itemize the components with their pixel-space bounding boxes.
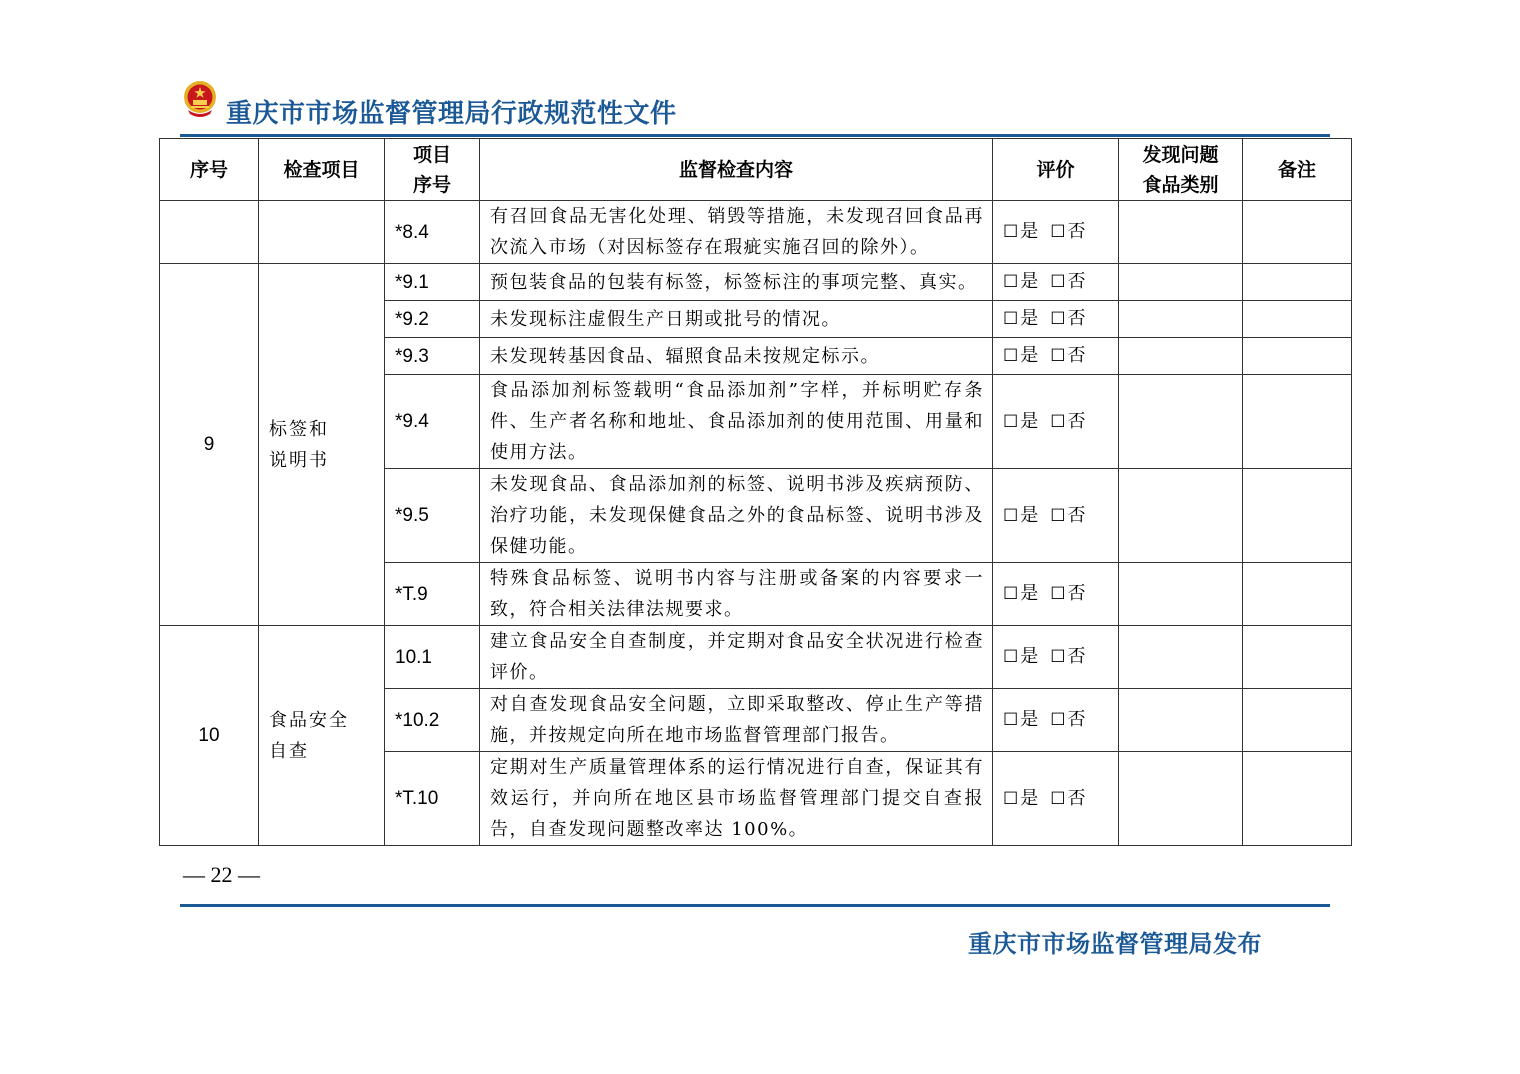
item-code-cell: *9.3 (385, 338, 480, 375)
yes-label: 是 (1020, 271, 1039, 292)
remark-cell[interactable] (1243, 689, 1352, 752)
column-header-issue-line1: 发现问题 (1142, 143, 1219, 166)
group-number-cell: 10 (160, 626, 259, 846)
yes-label: 是 (1020, 709, 1039, 730)
column-header-remark: 备注 (1243, 139, 1352, 201)
yes-checkbox-icon[interactable]: ☐ (1003, 584, 1019, 604)
no-label: 否 (1067, 271, 1086, 292)
column-header-code (385, 139, 480, 201)
remark-cell[interactable] (1243, 264, 1352, 301)
yes-label: 是 (1020, 308, 1039, 329)
table-row (160, 201, 1352, 264)
yes-checkbox-icon[interactable]: ☐ (1003, 272, 1019, 292)
footer-divider (180, 904, 1330, 907)
no-checkbox-icon[interactable]: ☐ (1050, 788, 1066, 809)
table-header-row (160, 139, 1352, 201)
group-item-cell (259, 201, 385, 264)
issue-category-cell[interactable] (1119, 338, 1243, 375)
table-row (160, 264, 1352, 301)
column-header-no: 序号 (160, 139, 259, 201)
no-label: 否 (1067, 410, 1086, 432)
no-checkbox-icon[interactable]: ☐ (1050, 272, 1066, 292)
publisher-label: 重庆市市场监督管理局发布 (968, 930, 1262, 958)
remark-cell[interactable] (1243, 563, 1352, 626)
yes-label: 是 (1020, 787, 1039, 809)
no-checkbox-icon[interactable]: ☐ (1050, 584, 1066, 604)
evaluation-cell (993, 201, 1119, 264)
inspection-table (159, 138, 1352, 846)
evaluation-cell (993, 375, 1119, 469)
inspection-content-cell: 未发现食品、食品添加剂的标签、说明书涉及疾病预防、治疗功能，未发现保健食品之外的食品标签、说明书涉及保健功能。 (480, 469, 993, 563)
issue-category-cell[interactable] (1119, 626, 1243, 689)
yes-checkbox-icon[interactable]: ☐ (1003, 788, 1019, 809)
yes-label: 是 (1020, 583, 1039, 604)
inspection-content-cell: 食品添加剂标签载明“食品添加剂”字样，并标明贮存条件、生产者名称和地址、食品添加剂的使用范围、用量和使用方法。 (480, 375, 993, 469)
no-label: 否 (1067, 709, 1086, 730)
no-label: 否 (1067, 583, 1086, 604)
remark-cell[interactable] (1243, 201, 1352, 264)
issue-category-cell[interactable] (1119, 563, 1243, 626)
no-checkbox-icon[interactable]: ☐ (1050, 505, 1066, 526)
yes-label: 是 (1020, 221, 1039, 242)
header-divider (180, 134, 1330, 137)
yes-label: 是 (1020, 646, 1039, 667)
evaluation-cell (993, 752, 1119, 846)
no-checkbox-icon[interactable]: ☐ (1050, 346, 1066, 366)
group-item-line1: 标签和 (269, 418, 329, 440)
item-code-cell: *8.4 (385, 201, 480, 264)
evaluation-cell (993, 264, 1119, 301)
yes-checkbox-icon[interactable]: ☐ (1003, 647, 1019, 667)
yes-checkbox-icon[interactable]: ☐ (1003, 309, 1019, 329)
column-header-code-line2: 序号 (412, 173, 451, 196)
yes-checkbox-icon[interactable]: ☐ (1003, 346, 1019, 366)
evaluation-cell (993, 301, 1119, 338)
evaluation-cell (993, 626, 1119, 689)
group-number-cell: 9 (160, 264, 259, 626)
no-label: 否 (1067, 787, 1086, 809)
inspection-content-cell: 对自查发现食品安全问题，立即采取整改、停止生产等措施，并按规定向所在地市场监督管理部门报告。 (480, 689, 993, 752)
no-label: 否 (1067, 345, 1086, 366)
no-checkbox-icon[interactable]: ☐ (1050, 309, 1066, 329)
remark-cell[interactable] (1243, 375, 1352, 469)
no-checkbox-icon[interactable]: ☐ (1050, 222, 1066, 242)
inspection-content-cell: 预包装食品的包装有标签，标签标注的事项完整、真实。 (480, 264, 993, 301)
remark-cell[interactable] (1243, 752, 1352, 846)
column-header-content: 监督检查内容 (480, 139, 993, 201)
group-item-line2: 自查 (269, 740, 309, 762)
issue-category-cell[interactable] (1119, 752, 1243, 846)
item-code-cell: *9.1 (385, 264, 480, 301)
remark-cell[interactable] (1243, 301, 1352, 338)
group-number-cell (160, 201, 259, 264)
column-header-issue-line2: 食品类别 (1142, 173, 1219, 196)
group-item-cell (259, 264, 385, 626)
issue-category-cell[interactable] (1119, 469, 1243, 563)
yes-checkbox-icon[interactable]: ☐ (1003, 411, 1019, 432)
item-code-cell: *9.4 (385, 375, 480, 469)
yes-label: 是 (1020, 504, 1039, 526)
column-header-code-line1: 项目 (412, 143, 451, 166)
inspection-content-cell: 建立食品安全自查制度，并定期对食品安全状况进行检查评价。 (480, 626, 993, 689)
issue-category-cell[interactable] (1119, 301, 1243, 338)
issue-category-cell[interactable] (1119, 689, 1243, 752)
issue-category-cell[interactable] (1119, 375, 1243, 469)
inspection-content-cell: 未发现标注虚假生产日期或批号的情况。 (480, 301, 993, 338)
item-code-cell: *T.9 (385, 563, 480, 626)
inspection-content-cell: 有召回食品无害化处理、销毁等措施，未发现召回食品再次流入市场（对因标签存在瑕疵实施召回的除外）。 (480, 201, 993, 264)
evaluation-cell (993, 563, 1119, 626)
inspection-content-cell: 特殊食品标签、说明书内容与注册或备案的内容要求一致，符合相关法律法规要求。 (480, 563, 993, 626)
inspection-content-cell: 未发现转基因食品、辐照食品未按规定标示。 (480, 338, 993, 375)
no-checkbox-icon[interactable]: ☐ (1050, 710, 1066, 730)
inspection-content-cell: 定期对生产质量管理体系的运行情况进行自查，保证其有效运行，并向所在地区县市场监督管理部门提交自查报告，自查发现问题整改率达 100%。 (480, 752, 993, 846)
group-item-line1: 食品安全 (269, 709, 349, 731)
evaluation-cell (993, 469, 1119, 563)
yes-checkbox-icon[interactable]: ☐ (1003, 710, 1019, 730)
remark-cell[interactable] (1243, 626, 1352, 689)
column-header-item: 检查项目 (259, 139, 385, 201)
yes-checkbox-icon[interactable]: ☐ (1003, 505, 1019, 526)
remark-cell[interactable] (1243, 469, 1352, 563)
yes-label: 是 (1020, 410, 1039, 432)
column-header-issue (1119, 139, 1243, 201)
issue-category-cell[interactable] (1119, 201, 1243, 264)
item-code-cell: *10.2 (385, 689, 480, 752)
evaluation-cell (993, 689, 1119, 752)
evaluation-cell (993, 338, 1119, 375)
yes-checkbox-icon[interactable]: ☐ (1003, 222, 1019, 242)
item-code-cell: *9.5 (385, 469, 480, 563)
item-code-cell: *9.2 (385, 301, 480, 338)
column-header-eval: 评价 (993, 139, 1119, 201)
group-item-line2: 说明书 (269, 449, 329, 471)
no-checkbox-icon[interactable]: ☐ (1050, 647, 1066, 667)
no-label: 否 (1067, 646, 1086, 667)
issue-category-cell[interactable] (1119, 264, 1243, 301)
document-header-title: 重庆市市场监督管理局行政规范性文件 (226, 99, 677, 129)
group-item-cell (259, 626, 385, 846)
no-label: 否 (1067, 308, 1086, 329)
item-code-cell: *T.10 (385, 752, 480, 846)
remark-cell[interactable] (1243, 338, 1352, 375)
no-label: 否 (1067, 221, 1086, 242)
yes-label: 是 (1020, 345, 1039, 366)
national-emblem-icon (182, 80, 218, 118)
page-number: — 22 — (183, 862, 260, 887)
item-code-cell: 10.1 (385, 626, 480, 689)
table-row (160, 626, 1352, 689)
no-label: 否 (1067, 504, 1086, 526)
no-checkbox-icon[interactable]: ☐ (1050, 411, 1066, 432)
